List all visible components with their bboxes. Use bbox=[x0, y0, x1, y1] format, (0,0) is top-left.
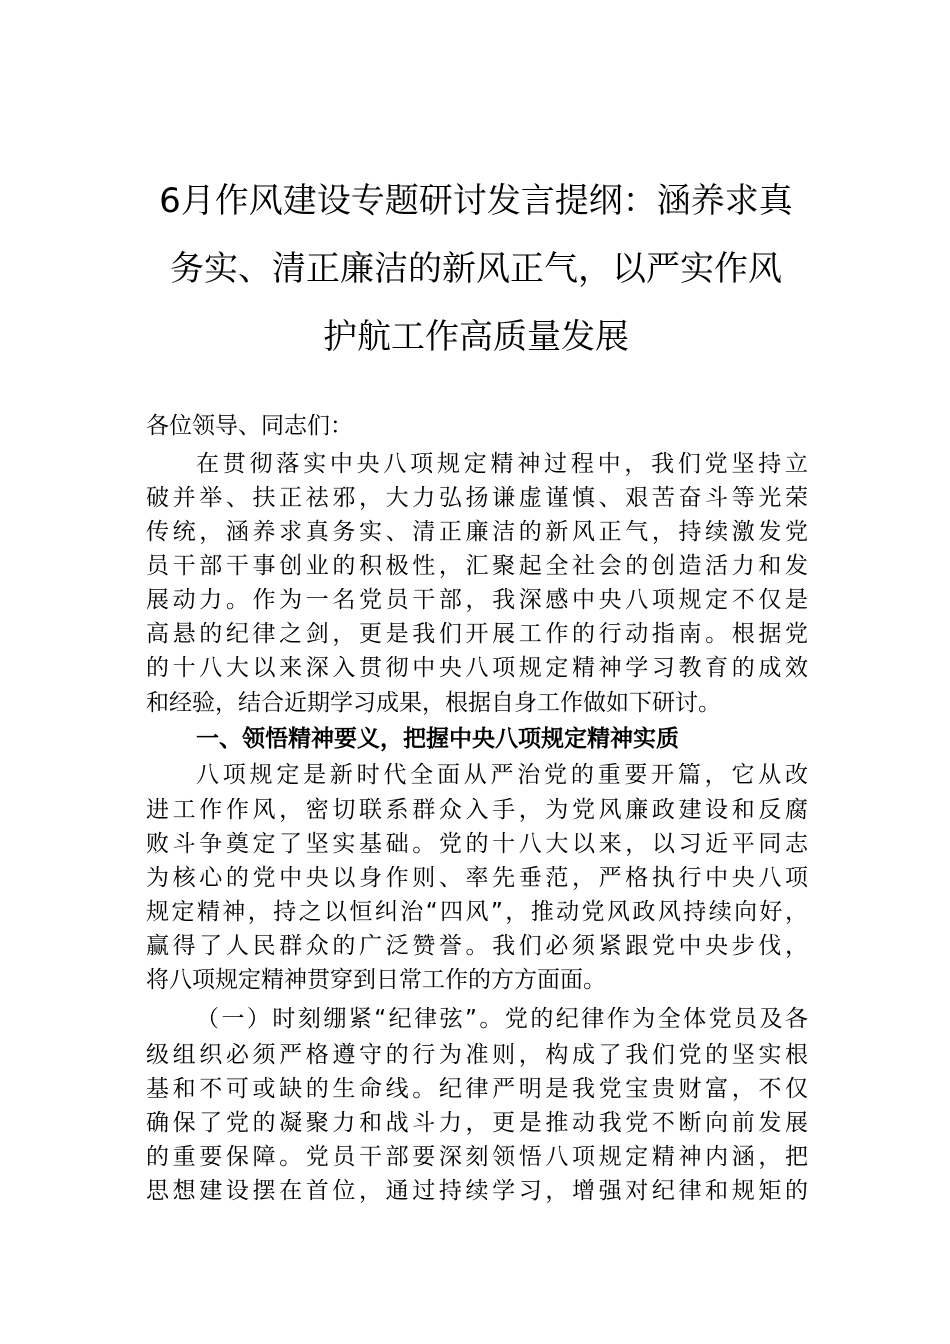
intro-line: 在贯彻落实中央八项规定精神过程中，我们党坚持立 bbox=[196, 451, 808, 477]
section-1-line: 将八项规定精神贯穿到日常工作的方方面面。 bbox=[146, 967, 606, 993]
section-1-line: 规定精神，持之以恒纠治“四风”，推动党风政风持续向好， bbox=[146, 899, 808, 925]
section-1-line: 八项规定是新时代全面从严治党的重要开篇，它从改 bbox=[196, 762, 808, 788]
section-1-heading: 一、领悟精神要义，把握中央八项规定精神实质 bbox=[196, 726, 679, 752]
section-1-line: 败斗争奠定了坚实基础。党的十八大以来，以习近平同志 bbox=[146, 831, 808, 857]
intro-line: 和经验，结合近期学习成果，根据自身工作做如下研讨。 bbox=[146, 690, 721, 716]
section-1-line: 进工作作风，密切联系群众入手，为党风廉政建设和反腐 bbox=[146, 797, 808, 823]
subsection-1-line: 级组织必须严格遵守的行为准则，构成了我们党的坚实根 bbox=[146, 1042, 808, 1068]
title-line-3: 护航工作高质量发展 bbox=[323, 317, 629, 357]
intro-line: 展动力。作为一名党员干部，我深感中央八项规定不仅是 bbox=[146, 587, 808, 613]
subsection-1-line: 思想建设摆在首位，通过持续学习，增强对纪律和规矩的 bbox=[146, 1178, 808, 1204]
intro-line: 传统，涵养求真务实、清正廉洁的新风正气，持续激发党 bbox=[146, 519, 808, 545]
intro-line: 破并举、扶正祛邪，大力弘扬谦虚谨慎、艰苦奋斗等光荣 bbox=[146, 485, 808, 511]
intro-line: 的十八大以来深入贯彻中央八项规定精神学习教育的成效 bbox=[146, 655, 808, 681]
section-1-line: 为核心的党中央以身作则、率先垂范，严格执行中央八项 bbox=[146, 865, 808, 891]
subsection-1-line: 的重要保障。党员干部要深刻领悟八项规定精神内涵，把 bbox=[146, 1144, 808, 1170]
subsection-1-line: 确保了党的凝聚力和战斗力，更是推动我党不断向前发展 bbox=[146, 1110, 808, 1136]
title-line-2: 务实、清正廉洁的新风正气，以严实作风 bbox=[170, 249, 782, 289]
salutation: 各位领导、同志们： bbox=[146, 413, 353, 439]
intro-line: 高悬的纪律之剑，更是我们开展工作的行动指南。根据党 bbox=[146, 621, 808, 647]
title-line-1: 6月作风建设专题研讨发言提纲：涵养求真 bbox=[159, 181, 793, 221]
subsection-1-line: （一）时刻绷紧“纪律弦”。党的纪律作为全体党员及各 bbox=[196, 1006, 808, 1032]
subsection-1-line: 基和不可或缺的生命线。纪律严明是我党宝贵财富，不仅 bbox=[146, 1076, 808, 1102]
intro-line: 员干部干事创业的积极性，汇聚起全社会的创造活力和发 bbox=[146, 553, 808, 579]
section-1-line: 赢得了人民群众的广泛赞誉。我们必须紧跟党中央步伐， bbox=[146, 933, 808, 959]
